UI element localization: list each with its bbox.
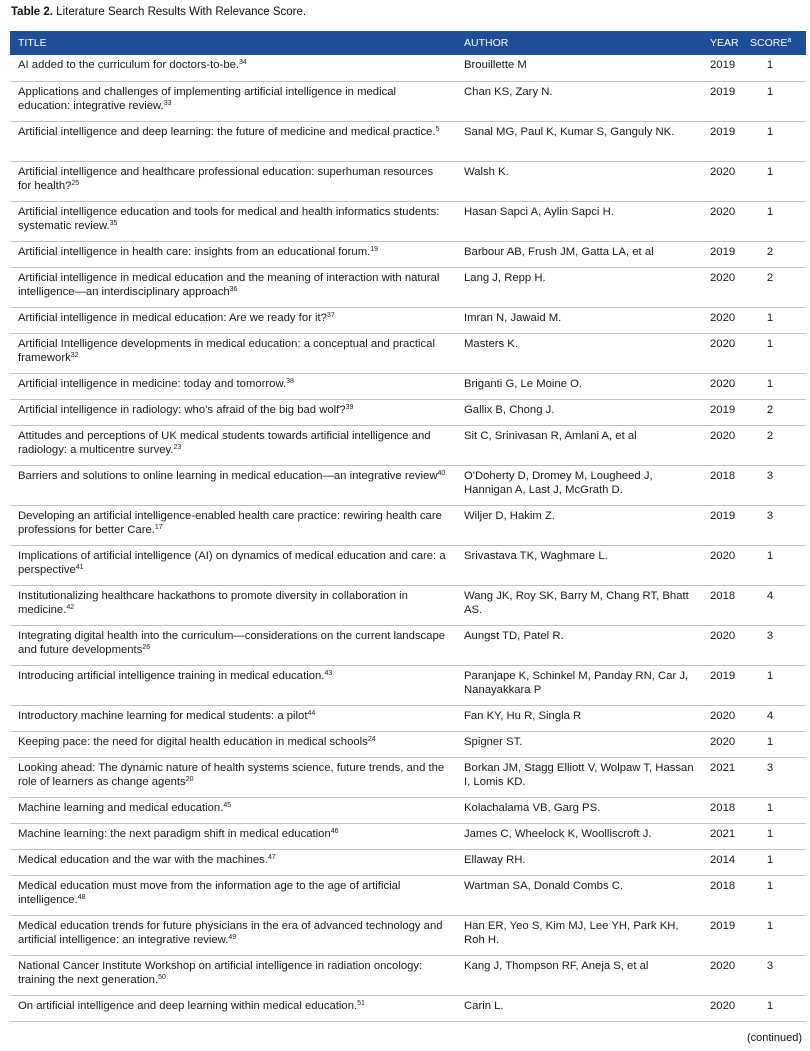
table-row bbox=[10, 915, 806, 955]
cell-year: 2020 bbox=[708, 201, 748, 241]
continued-note: (continued) bbox=[746, 1032, 802, 1044]
cell-score: 2 bbox=[748, 267, 806, 307]
title-text: Integrating digital health into the curriculum—considerations on the current landscape and future developments bbox=[18, 629, 446, 656]
cell-title bbox=[10, 465, 456, 505]
cell-author: Wartman SA, Donald Combs C. bbox=[456, 875, 708, 915]
cell-score: 1 bbox=[748, 81, 806, 121]
cell-year: 2020 bbox=[708, 731, 748, 757]
cell-year: 2019 bbox=[708, 505, 748, 545]
table-row bbox=[10, 81, 806, 121]
cell-title bbox=[10, 995, 456, 1021]
reference-number: 5 bbox=[435, 125, 440, 133]
cell-title bbox=[10, 161, 456, 201]
cell-score: 1 bbox=[748, 161, 806, 201]
reference-number: 32 bbox=[70, 351, 79, 359]
table-row bbox=[10, 625, 806, 665]
title-text: Barriers and solutions to online learning in medical education—an integrative review bbox=[18, 469, 438, 482]
table-header-row bbox=[10, 31, 806, 55]
table-row bbox=[10, 333, 806, 373]
title-text: On artificial intelligence and deep learning within medical education. bbox=[18, 999, 358, 1012]
reference-number: 43 bbox=[324, 669, 333, 677]
cell-title bbox=[10, 625, 456, 665]
reference-number: 23 bbox=[173, 443, 182, 451]
reference-number: 40 bbox=[437, 469, 446, 477]
cell-score: 3 bbox=[748, 625, 806, 665]
table-row bbox=[10, 705, 806, 731]
cell-title bbox=[10, 373, 456, 399]
reference-number: 46 bbox=[330, 827, 339, 835]
table-row bbox=[10, 465, 806, 505]
title-text: Developing an artificial intelligence-enabled health care practice: rewiring health care professions for better Care. bbox=[18, 509, 442, 536]
title-text: Artificial Intelligence developments in medical education: a conceptual and practical framework bbox=[18, 337, 435, 364]
cell-author: Wiljer D, Hakim Z. bbox=[456, 505, 708, 545]
table-row bbox=[10, 399, 806, 425]
title-text: Machine learning: the next paradigm shift in medical education bbox=[18, 827, 331, 840]
cell-year: 2020 bbox=[708, 425, 748, 465]
header-author: AUTHOR bbox=[464, 37, 509, 49]
reference-number: 26 bbox=[142, 643, 151, 651]
cell-title bbox=[10, 915, 456, 955]
cell-author: Carin L. bbox=[456, 995, 708, 1021]
cell-score: 1 bbox=[748, 995, 806, 1021]
title-text: Keeping pace: the need for digital health education in medical schools bbox=[18, 735, 368, 748]
reference-number: 36 bbox=[229, 285, 238, 293]
cell-year: 2020 bbox=[708, 373, 748, 399]
cell-title bbox=[10, 875, 456, 915]
cell-author: Masters K. bbox=[456, 333, 708, 373]
cell-author: Paranjape K, Schinkel M, Panday RN, Car J, Nanayakkara P bbox=[456, 665, 708, 705]
reference-number: 47 bbox=[267, 853, 276, 861]
cell-author: Srivastava TK, Waghmare L. bbox=[456, 545, 708, 585]
table-body bbox=[10, 55, 806, 1021]
title-text: Machine learning and medical education. bbox=[18, 801, 224, 814]
cell-title bbox=[10, 307, 456, 333]
cell-year: 2019 bbox=[708, 55, 748, 81]
cell-author: Han ER, Yeo S, Kim MJ, Lee YH, Park KH, Roh H. bbox=[456, 915, 708, 955]
cell-title bbox=[10, 505, 456, 545]
reference-number: 42 bbox=[66, 603, 75, 611]
reference-number: 49 bbox=[228, 933, 237, 941]
cell-year: 2020 bbox=[708, 625, 748, 665]
table-row bbox=[10, 425, 806, 465]
table-row bbox=[10, 849, 806, 875]
title-text: Implications of artificial intelligence (AI) on dynamics of medical education and care: a perspective bbox=[18, 549, 446, 576]
reference-number: 51 bbox=[357, 999, 365, 1007]
table-row bbox=[10, 545, 806, 585]
cell-title bbox=[10, 81, 456, 121]
reference-number: 25 bbox=[71, 179, 80, 187]
reference-number: 20 bbox=[185, 775, 194, 783]
title-text: Introducing artificial intelligence training in medical education. bbox=[18, 669, 325, 682]
cell-score: 3 bbox=[748, 757, 806, 797]
cell-author: Hasan Sapci A, Aylin Sapci H. bbox=[456, 201, 708, 241]
cell-year: 2019 bbox=[708, 399, 748, 425]
reference-number: 24 bbox=[367, 735, 376, 743]
cell-author: Imran N, Jawaid M. bbox=[456, 307, 708, 333]
reference-number: 38 bbox=[286, 377, 294, 385]
cell-year: 2019 bbox=[708, 121, 748, 161]
cell-author: Lang J, Repp H. bbox=[456, 267, 708, 307]
title-text: Attitudes and perceptions of UK medical students towards artificial intelligence and radiology: a multicentre survey. bbox=[18, 429, 431, 456]
cell-author: Barbour AB, Frush JM, Gatta LA, et al bbox=[456, 241, 708, 267]
cell-score: 3 bbox=[748, 505, 806, 545]
cell-score: 3 bbox=[748, 465, 806, 505]
table-label: Table 2. bbox=[11, 6, 53, 18]
cell-title bbox=[10, 705, 456, 731]
cell-year: 2018 bbox=[708, 875, 748, 915]
table-row bbox=[10, 307, 806, 333]
cell-score: 1 bbox=[748, 307, 806, 333]
reference-number: 33 bbox=[163, 99, 172, 107]
cell-score: 1 bbox=[748, 797, 806, 823]
cell-title bbox=[10, 201, 456, 241]
cell-title bbox=[10, 955, 456, 995]
reference-number: 39 bbox=[345, 403, 354, 411]
table-row bbox=[10, 731, 806, 757]
cell-title bbox=[10, 241, 456, 267]
cell-title bbox=[10, 731, 456, 757]
cell-score: 3 bbox=[748, 955, 806, 995]
cell-title bbox=[10, 333, 456, 373]
cell-year: 2019 bbox=[708, 81, 748, 121]
title-text: Artificial intelligence in health care: insights from an educational forum. bbox=[18, 245, 371, 258]
table-row bbox=[10, 823, 806, 849]
reference-number: 34 bbox=[239, 59, 247, 66]
cell-year: 2021 bbox=[708, 823, 748, 849]
title-text: Artificial intelligence in medicine: today and tomorrow. bbox=[18, 377, 287, 390]
cell-year: 2019 bbox=[708, 915, 748, 955]
cell-title bbox=[10, 267, 456, 307]
cell-author: James C, Wheelock K, Woolliscroft J. bbox=[456, 823, 708, 849]
title-text: Medical education trends for future physicians in the era of advanced technology and artificial intelligence: an integrative review. bbox=[18, 919, 443, 946]
cell-author: Fan KY, Hu R, Singla R bbox=[456, 705, 708, 731]
cell-title bbox=[10, 425, 456, 465]
title-text: AI added to the curriculum for doctors-to-be. bbox=[18, 59, 240, 71]
title-text: National Cancer Institute Workshop on artificial intelligence in radiation oncology: training the next generation. bbox=[18, 959, 423, 986]
cell-author: Kang J, Thompson RF, Aneja S, et al bbox=[456, 955, 708, 995]
table-row bbox=[10, 241, 806, 267]
cell-score: 1 bbox=[748, 201, 806, 241]
cell-title bbox=[10, 399, 456, 425]
cell-title bbox=[10, 823, 456, 849]
cell-author: Ellaway RH. bbox=[456, 849, 708, 875]
cell-author: Wang JK, Roy SK, Barry M, Chang RT, Bhatt AS. bbox=[456, 585, 708, 625]
cell-year: 2014 bbox=[708, 849, 748, 875]
cell-title bbox=[10, 121, 456, 161]
cell-score: 1 bbox=[748, 545, 806, 585]
table-caption-text: Literature Search Results With Relevance Score. bbox=[56, 6, 307, 18]
cell-title bbox=[10, 665, 456, 705]
table-row bbox=[10, 797, 806, 823]
title-text: Artificial intelligence in radiology: who’s afraid of the big bad wolf? bbox=[18, 403, 346, 416]
cell-year: 2020 bbox=[708, 307, 748, 333]
cell-score: 1 bbox=[748, 55, 806, 81]
cell-year: 2020 bbox=[708, 545, 748, 585]
header-title: TITLE bbox=[18, 37, 47, 49]
table-row bbox=[10, 995, 806, 1021]
table-row bbox=[10, 121, 806, 161]
cell-year: 2019 bbox=[708, 241, 748, 267]
cell-author: Sanal MG, Paul K, Kumar S, Ganguly NK. bbox=[456, 121, 708, 161]
cell-year: 2019 bbox=[708, 665, 748, 705]
title-text: Applications and challenges of implementing artificial intelligence in medical education: integrative review. bbox=[18, 85, 397, 112]
cell-year: 2020 bbox=[708, 705, 748, 731]
title-text: Institutionalizing healthcare hackathons to promote diversity in collaboration in medicine. bbox=[18, 589, 408, 616]
cell-score: 2 bbox=[748, 425, 806, 465]
table-row bbox=[10, 267, 806, 307]
table-row bbox=[10, 201, 806, 241]
cell-author: O'Doherty D, Dromey M, Lougheed J, Hannigan A, Last J, McGrath D. bbox=[456, 465, 708, 505]
header-score bbox=[748, 31, 806, 55]
title-text: Artificial intelligence education and tools for medical and health informatics students: systematic review. bbox=[18, 205, 440, 232]
reference-number: 44 bbox=[307, 709, 316, 717]
title-text: Medical education must move from the information age to the age of artificial intelligence. bbox=[18, 879, 401, 906]
table-row bbox=[10, 757, 806, 797]
reference-number: 37 bbox=[326, 311, 335, 319]
cell-author: Sit C, Srinivasan R, Amlani A, et al bbox=[456, 425, 708, 465]
cell-title bbox=[10, 545, 456, 585]
cell-year: 2020 bbox=[708, 161, 748, 201]
reference-number: 41 bbox=[75, 563, 84, 571]
cell-author: Chan KS, Zary N. bbox=[456, 81, 708, 121]
cell-score: 1 bbox=[748, 731, 806, 757]
table-row bbox=[10, 55, 806, 81]
header-year: YEAR bbox=[710, 37, 739, 49]
cell-score: 1 bbox=[748, 121, 806, 161]
cell-author: Gallix B, Chong J. bbox=[456, 399, 708, 425]
reference-number: 35 bbox=[109, 219, 118, 227]
reference-number: 45 bbox=[223, 801, 232, 809]
table-row bbox=[10, 161, 806, 201]
cell-title bbox=[10, 849, 456, 875]
cell-title bbox=[10, 55, 456, 81]
cell-title bbox=[10, 797, 456, 823]
cell-year: 2020 bbox=[708, 955, 748, 995]
header-score-footnote: a bbox=[787, 37, 792, 44]
title-text: Introductory machine learning for medical students: a pilot bbox=[18, 709, 308, 722]
title-text: Looking ahead: The dynamic nature of health systems science, future trends, and the role of learners as change agents bbox=[18, 761, 445, 788]
table-caption bbox=[11, 6, 306, 18]
title-text: Artificial intelligence and healthcare professional education: superhuman resources for health? bbox=[18, 165, 434, 192]
cell-author: Spigner ST. bbox=[456, 731, 708, 757]
cell-year: 2020 bbox=[708, 995, 748, 1021]
cell-year: 2020 bbox=[708, 333, 748, 373]
cell-year: 2020 bbox=[708, 267, 748, 307]
reference-number: 48 bbox=[77, 893, 86, 901]
table-row bbox=[10, 665, 806, 705]
cell-year: 2018 bbox=[708, 797, 748, 823]
cell-score: 4 bbox=[748, 705, 806, 731]
cell-author: Brouillette M bbox=[456, 55, 708, 81]
cell-year: 2018 bbox=[708, 585, 748, 625]
cell-score: 4 bbox=[748, 585, 806, 625]
cell-year: 2018 bbox=[708, 465, 748, 505]
cell-title bbox=[10, 757, 456, 797]
literature-table bbox=[10, 31, 806, 1022]
cell-score: 1 bbox=[748, 823, 806, 849]
cell-score: 1 bbox=[748, 849, 806, 875]
cell-author: Briganti G, Le Moine O. bbox=[456, 373, 708, 399]
title-text: Medical education and the war with the machines. bbox=[18, 853, 268, 866]
cell-score: 1 bbox=[748, 665, 806, 705]
cell-author: Kolachalama VB, Garg PS. bbox=[456, 797, 708, 823]
cell-score: 1 bbox=[748, 333, 806, 373]
cell-author: Walsh K. bbox=[456, 161, 708, 201]
reference-number: 19 bbox=[370, 245, 379, 253]
cell-score: 1 bbox=[748, 875, 806, 915]
cell-score: 1 bbox=[748, 915, 806, 955]
cell-score: 2 bbox=[748, 399, 806, 425]
title-text: Artificial intelligence in medical education: Are we ready for it? bbox=[18, 311, 327, 324]
reference-number: 50 bbox=[158, 973, 166, 981]
cell-year: 2021 bbox=[708, 757, 748, 797]
table-row bbox=[10, 875, 806, 915]
cell-title bbox=[10, 585, 456, 625]
cell-score: 1 bbox=[748, 373, 806, 399]
reference-number: 17 bbox=[154, 523, 163, 531]
table-row bbox=[10, 585, 806, 625]
table-row bbox=[10, 505, 806, 545]
title-text: Artificial intelligence in medical education and the meaning of interaction with natural intelligence—an interdisciplinary approach bbox=[18, 271, 440, 298]
table-row bbox=[10, 373, 806, 399]
header-score-label: SCORE bbox=[750, 37, 788, 49]
table-row bbox=[10, 955, 806, 995]
title-text: Artificial intelligence and deep learning: the future of medicine and medical practice. bbox=[18, 125, 436, 138]
cell-author: Borkan JM, Stagg Elliott V, Wolpaw T, Hassan I, Lomis KD. bbox=[456, 757, 708, 797]
cell-score: 2 bbox=[748, 241, 806, 267]
cell-author: Aungst TD, Patel R. bbox=[456, 625, 708, 665]
